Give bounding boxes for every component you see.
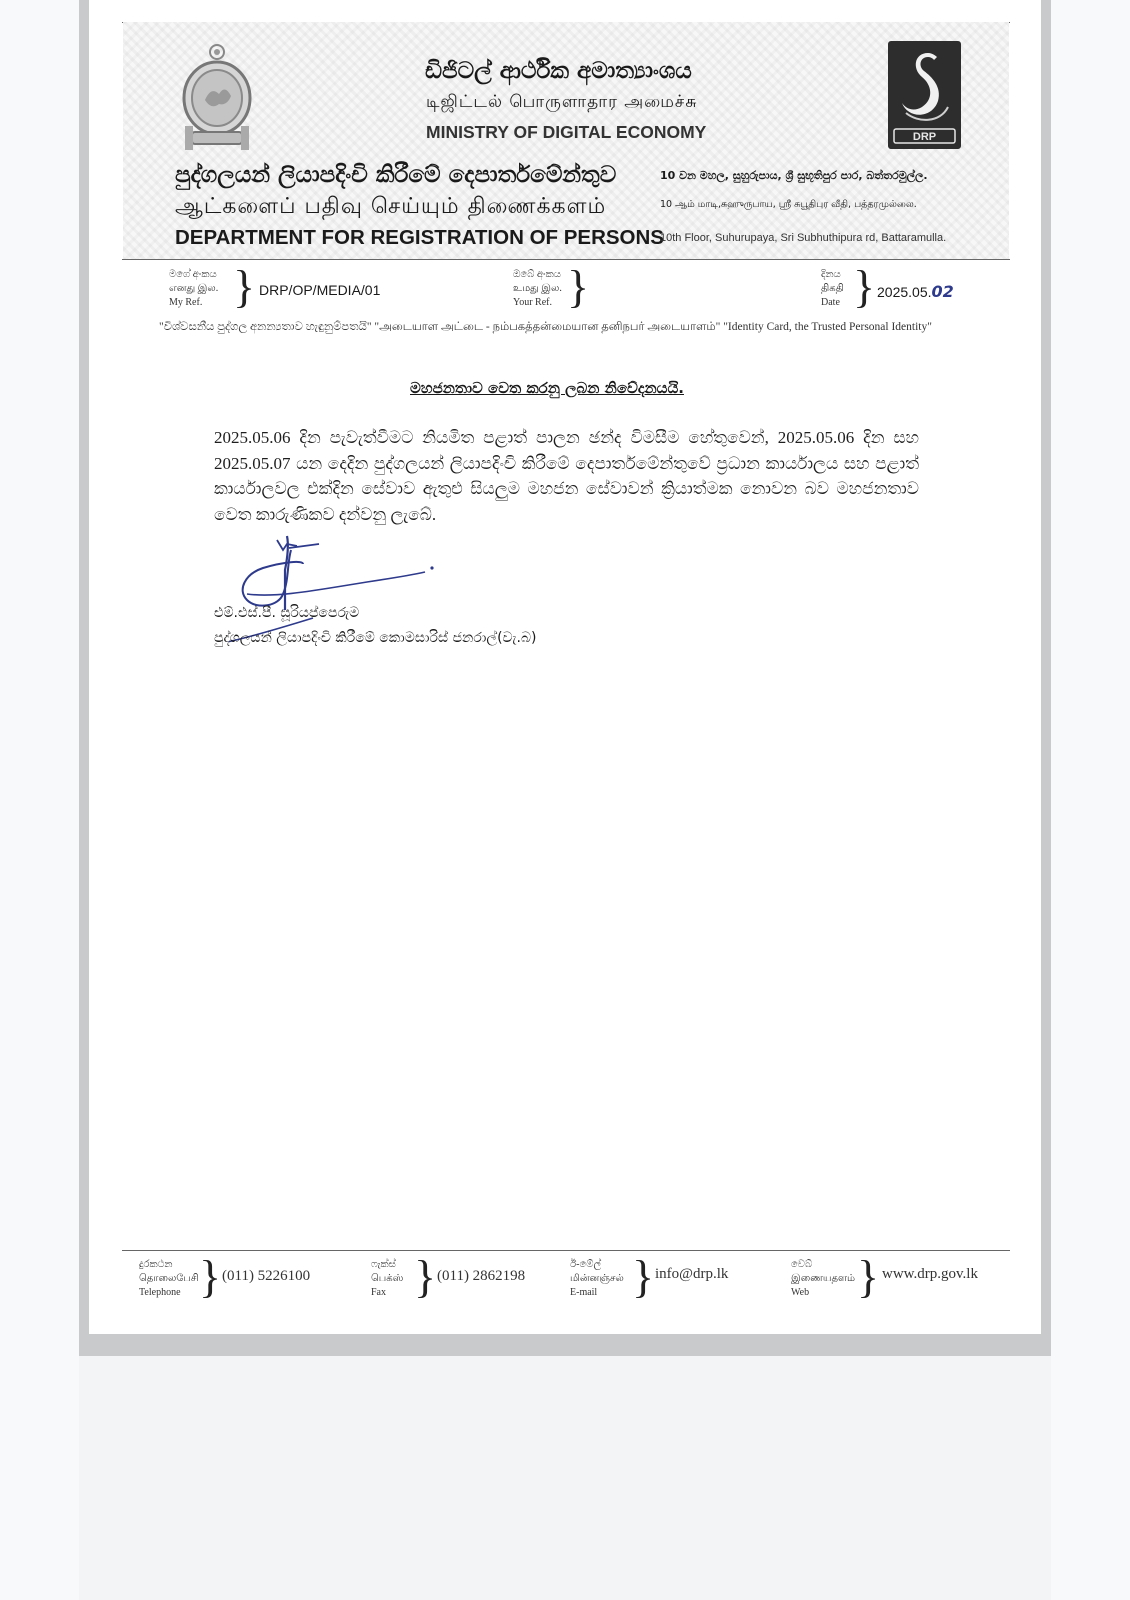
my-ref-brace: } xyxy=(233,261,256,312)
notice-body: 2025.05.06 දින පැවැත්වීමට නියමිත පළාත් පාලන ඡන්ද විමසීම හේතුවෙන්, 2025.05.06 දින සහ 2025.05.07 යන දෙදින පුද්ගලයන් ලියාපදිංචි කිරීමේ දෙපාර්තමේන්තුවේ ප්‍රධාන කාර්යාලය සහ පළාත් කාර්යාලවල එක්දින සේවාව ඇතුළු සියලුම මහජන සේවාවන් ක්‍රියාත්මක නොවන බව මහජනතාව වෙත කාරුණිකව දන්වනු ලැබේ. xyxy=(214,428,919,524)
my-ref-label: මගේ අංකය எனது இல. My Ref. xyxy=(169,269,219,308)
ministry-name-english: MINISTRY OF DIGITAL ECONOMY xyxy=(426,122,707,142)
department-name-tamil: ஆட்களைப் பதிவு செய்யும் திணைக்களம் xyxy=(175,194,607,219)
sri-lanka-emblem-icon xyxy=(177,40,257,152)
fax-value: (011) 2862198 xyxy=(437,1268,526,1284)
date-printed: 2025.05. xyxy=(877,284,932,300)
signatory-name: එම්.එස්.පී. සූරියප්පෙරුම xyxy=(214,605,360,621)
fax-brace: } xyxy=(414,1251,437,1302)
ministry-name-sinhala: ඩිජිටල් ආර්ථික අමාත්‍යාංශය xyxy=(425,58,692,84)
address-sinhala: 10 වන මහල, සුහුරුපාය, ශ්‍රී සුභූතිපුර පාර, බත්තරමුල්ල. xyxy=(660,169,928,182)
drp-logo-text: DRP xyxy=(912,131,937,143)
address-english: 10th Floor, Suhurupaya, Sri Subhuthipura rd, Battaramulla. xyxy=(660,232,947,244)
web-value: www.drp.gov.lk xyxy=(882,1266,978,1282)
fax-label: ෆැක්ස් பெக்ஸ் Fax xyxy=(371,1259,404,1298)
your-ref-brace: } xyxy=(567,261,590,312)
drp-swan-logo-icon xyxy=(888,41,961,149)
email-brace: } xyxy=(632,1251,655,1302)
date-value xyxy=(877,282,954,301)
department-motto: "විශ්වසනීය පුද්ගල අනන්‍යතාව හැඳුනුම්පතයි" "அடையாள அட்டை - நம்பகத்தன்மையான தனிநபர் அடையாளம்" "Identity Card, the Trusted Personal Identity" xyxy=(159,321,932,333)
date-label: දිනය திகதி Date xyxy=(821,269,844,308)
signature-icon xyxy=(229,532,449,672)
telephone-label: දුරකථන தொலைபேசி Telephone xyxy=(139,1259,199,1298)
address-tamil: 10 ஆம் மாடி,சுஹுருபாய, ஸ்ரீ சுபூதிபுர வீதி, பத்தரமுல்லை. xyxy=(660,199,917,210)
ministry-name-tamil: டிஜிட்டல் பொருளாதார அமைச்சு xyxy=(426,92,698,112)
my-ref-value: DRP/OP/MEDIA/01 xyxy=(259,282,381,298)
email-label: ඊ-මේල් மின்னஞ்சல் E-mail xyxy=(570,1259,624,1298)
date-handwritten: 02 xyxy=(931,282,954,301)
header-bottom-rule xyxy=(122,259,1010,260)
department-name-sinhala: පුද්ගලයන් ලියාපදිංචි කිරීමේ දෙපාර්තමේන්තුව xyxy=(175,162,617,188)
date-brace: } xyxy=(853,261,876,312)
letter-page xyxy=(89,0,1041,1334)
telephone-brace: } xyxy=(199,1251,222,1302)
blank-area-below-scan xyxy=(79,1356,1051,1600)
web-brace: } xyxy=(857,1251,880,1302)
your-ref-label: ඔබේ අංකය உமது இல. Your Ref. xyxy=(513,269,562,308)
notice-subject: මහජනතාව වෙත කරනු ලබන නිවේදනයයි. xyxy=(410,379,684,397)
scanned-sheet xyxy=(79,0,1051,1356)
email-value: info@drp.lk xyxy=(655,1266,729,1282)
department-name-english: DEPARTMENT FOR REGISTRATION OF PERSONS xyxy=(175,226,664,249)
signatory-title: පුද්ගලයන් ලියාපදිංචි කිරීමේ කොමසාරිස් ජනරාල්(වැ.බ) xyxy=(214,630,537,646)
telephone-value: (011) 5226100 xyxy=(222,1268,311,1284)
web-label: වෙබ් இணையதளம் Web xyxy=(791,1259,856,1298)
